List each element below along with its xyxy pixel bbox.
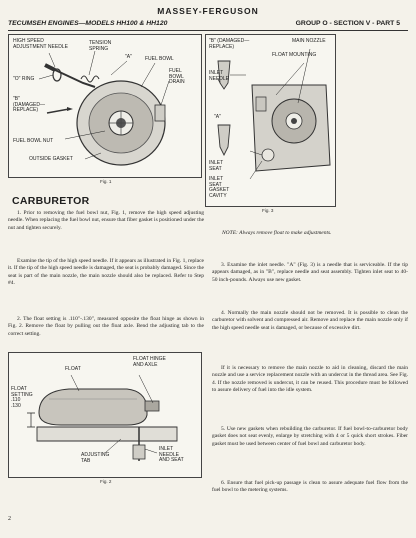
- label-damaged-b: "B" (DAMAGED— REPLACE): [13, 96, 45, 114]
- step-3-paragraph: 3. Examine the inlet needle. "A" (Fig. 3) is a needle that is serviceable. If the tip appears damaged, as in "B", replace needle and seat assembly. Tighten inlet seat to 40-50 inch-pounds. Always use new gasket.: [212, 262, 408, 283]
- step-6-paragraph: 6. Ensure that fuel pick-up passage is clean to assure adequate fuel flow from the fuel bowl to the metering systems.: [212, 480, 408, 494]
- brand-header: MASSEY-FERGUSON: [157, 6, 259, 16]
- label-outside-gasket: OUTSIDE GASKET: [29, 156, 73, 162]
- label-adjusting-tab: ADJUSTING TAB: [81, 452, 110, 464]
- figure-1-caption: Fig. 1: [100, 179, 112, 184]
- label-inlet-seat: INLET SEAT: [209, 160, 224, 172]
- label-a: "A": [125, 54, 132, 60]
- label-float-hinge-axle: FLOAT HINGE AND AXLE: [133, 356, 166, 368]
- examine-needle-paragraph: Examine the tip of the high speed needle. If it appears as illustrated in Fig. 1, replace it. If the tip of the high speed needle is damaged, the seat is probably damaged. Since the seat is part of the main nozzle, the main nozzle should also be replaced. Refer to Step #4.: [8, 258, 204, 286]
- label-inlet-needle: INLET NEEDLE: [209, 70, 230, 82]
- label-high-speed-needle: HIGH SPEED ADJUSTMENT NEEDLE: [13, 38, 68, 50]
- label-o-ring: "O" RING: [13, 76, 35, 82]
- label-fuel-bowl-drain: FUEL BOWL DRAIN: [169, 68, 185, 86]
- step-2-paragraph: 2. The float setting is .110"-.130", measured opposite the float hinge as shown in Fig. 2. Remove the float by pulling out the float axle. Bend the adjusting tab to the correct setting.: [8, 316, 204, 337]
- note-remove-float: NOTE: Always remove float to make adjustments.: [222, 230, 332, 236]
- label-main-nozzle: MAIN NOZZLE: [292, 38, 326, 44]
- label-inlet-seat-gasket-cavity: INLET SEAT GASKET CAVITY: [209, 176, 230, 199]
- figure-2-float-setting-illustration: [8, 352, 202, 478]
- label-tension-spring: TENSION SPRING: [89, 40, 112, 52]
- header-rule: [8, 30, 408, 31]
- page-number: 2: [8, 516, 11, 522]
- figure-1-fuel-bowl-illustration: [8, 34, 202, 178]
- step-4-paragraph: 4. Normally the main nozzle should not be removed. It is possible to clean the carburetor with solvent and compressed air. Remove and replace the main nozzle only if the high speed needle seat is damaged, or because of excessive dirt.: [212, 310, 408, 331]
- label-float: FLOAT: [65, 366, 81, 372]
- label-fuel-bowl-nut: FUEL BOWL NUT: [13, 138, 54, 144]
- step-5-paragraph: 5. Use new gaskets when rebuilding the carburetor. If fuel bowl-to-carburetor body gasket does not seat evenly, enlarge by stretching with 4 or 5 quick short strokes. Fiber gasket must be used between center of fuel bowl and carburetor body.: [212, 426, 408, 447]
- label-damaged-b: "B" (DAMAGED— REPLACE): [209, 38, 250, 50]
- section-title: CARBURETOR: [12, 195, 90, 207]
- nozzle-removal-paragraph: If it is necessary to remove the main nozzle to aid in cleaning, discard the main nozzle and use a service replacement nozzle with an undercut in the thread area. See Fig. 4. If the nozzle removed is undercut, it can be reused. This procedure must be followed to assure delivery of fuel into the idle system.: [212, 365, 408, 393]
- figure-2-caption: Fig. 2: [100, 479, 112, 484]
- label-fuel-bowl: FUEL BOWL: [145, 56, 174, 62]
- model-header: TECUMSEH ENGINES—MODELS HH100 & HH120: [8, 20, 168, 27]
- label-float-setting: FLOAT SETTING .110 .130: [11, 386, 33, 409]
- section-header: GROUP O - SECTION V - PART 5: [295, 20, 400, 27]
- label-inlet-needle-seat: INLET NEEDLE AND SEAT: [159, 446, 184, 464]
- step-1-paragraph: 1. Prior to removing the fuel bowl nut, Fig. 1, remove the high speed adjusting needle. When replacing the fuel bowl nut, ensure that fiber gasket is positioned under the nut and tighten securely.: [8, 210, 205, 231]
- figure-3-inlet-needle-illustration: [205, 34, 336, 207]
- figure-3-caption: Fig. 3: [262, 208, 274, 213]
- label-a: "A": [214, 114, 221, 120]
- label-float-mounting: FLOAT MOUNTING: [272, 52, 317, 58]
